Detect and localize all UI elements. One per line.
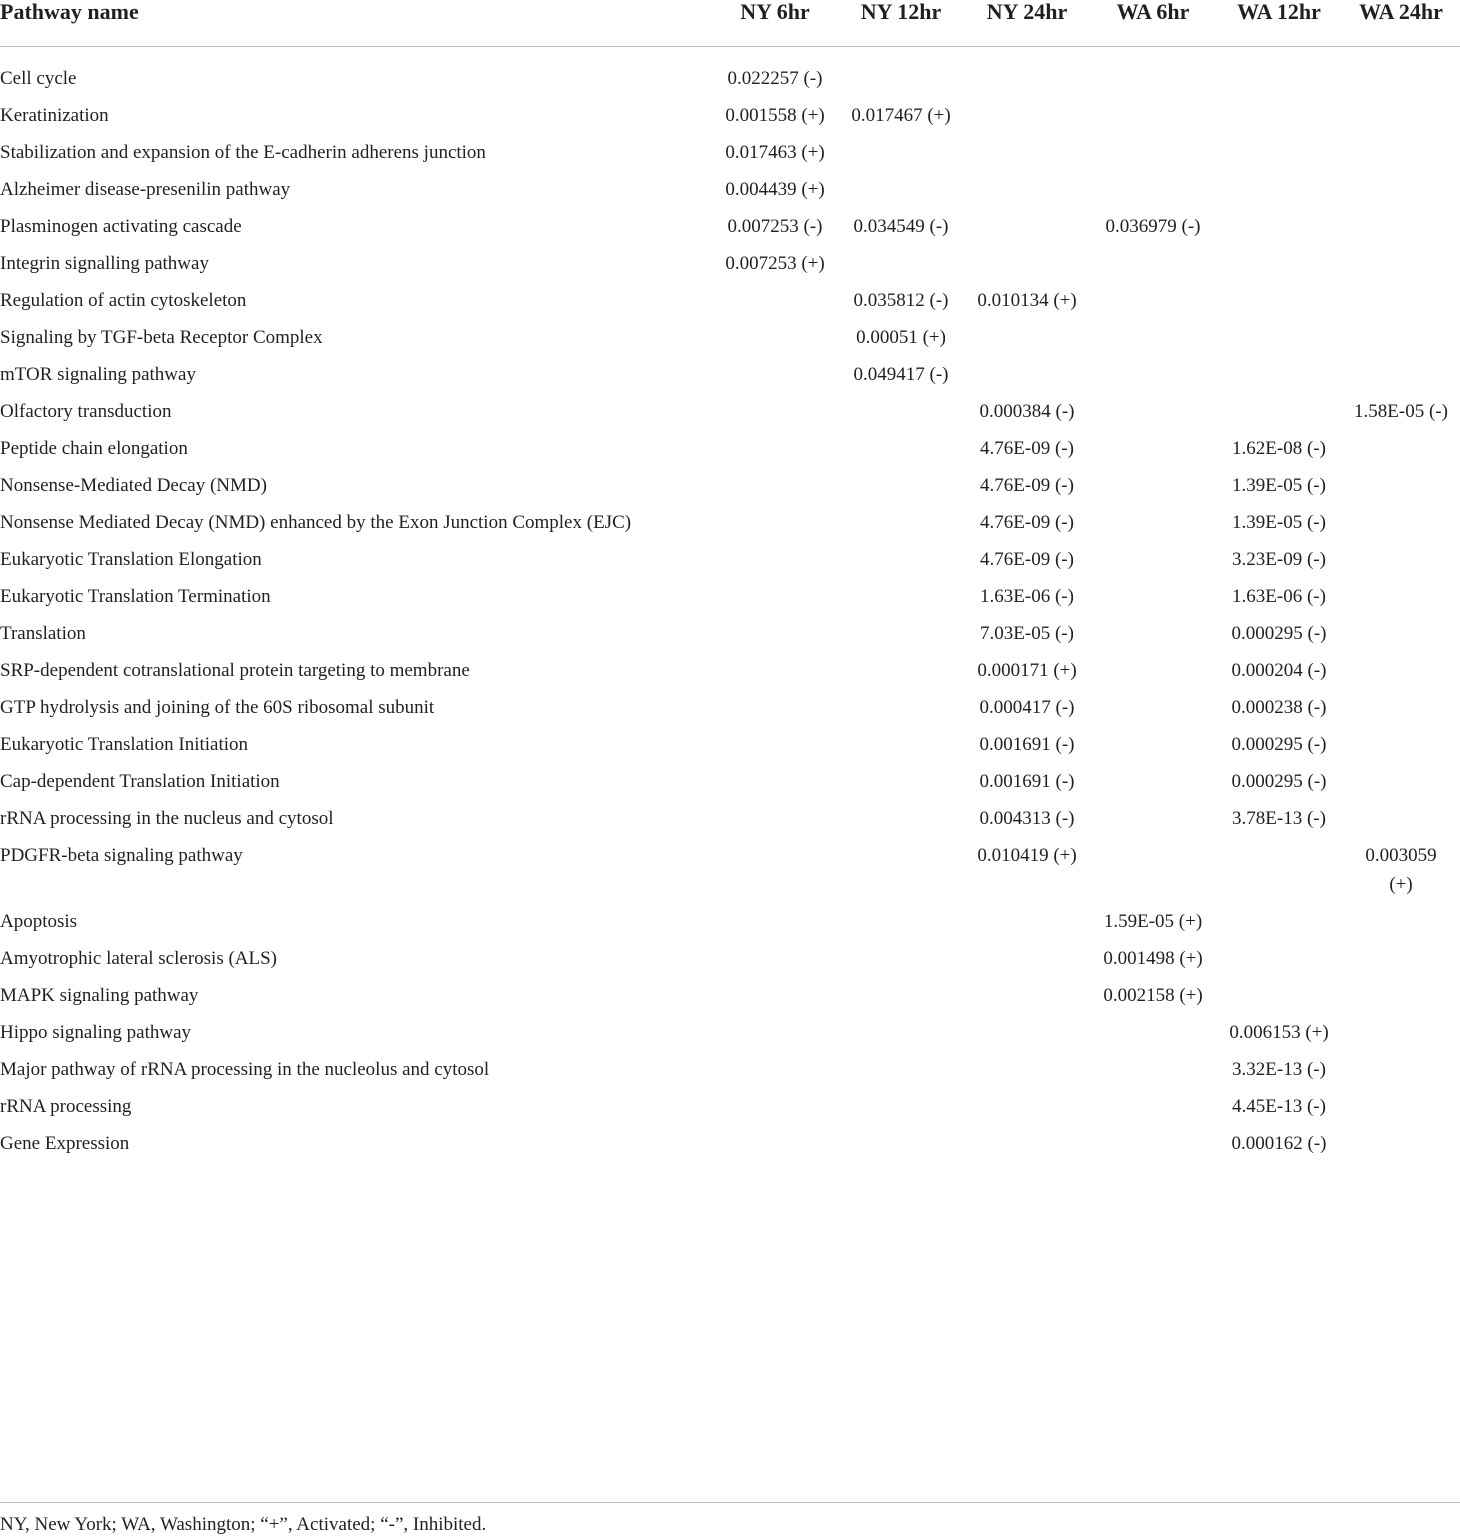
pathway-name-cell: Gene Expression	[0, 1133, 130, 1154]
value-cell	[1216, 171, 1342, 208]
value-cell	[964, 319, 1090, 356]
value-cell: 0.000204 (-)	[1231, 660, 1327, 681]
value-cell	[838, 689, 964, 726]
value-cell	[1090, 171, 1216, 208]
value-cell	[838, 726, 964, 763]
table-row	[0, 837, 1460, 903]
value-cell	[838, 171, 964, 208]
pathway-name-cell: Nonsense-Mediated Decay (NMD)	[0, 475, 267, 496]
value-cell	[1090, 282, 1216, 319]
value-cell	[1090, 134, 1216, 171]
table-row	[0, 726, 1460, 763]
value-cell: 0.000162 (-)	[1231, 1133, 1327, 1154]
value-cell: 4.76E-09 (-)	[980, 549, 1074, 570]
value-cell	[838, 245, 964, 282]
table-footnote: NY, New York; WA, Washington; “+”, Activated; “-”, Inhibited.	[0, 1502, 1460, 1537]
column-header-pathway-name: Pathway name	[0, 0, 712, 47]
table-row	[0, 393, 1460, 430]
value-cell	[964, 940, 1090, 977]
value-cell	[838, 467, 964, 504]
value-cell	[964, 903, 1090, 940]
value-cell	[838, 977, 964, 1014]
value-cell: 0.022257 (-)	[727, 68, 823, 89]
value-cell: 3.23E-09 (-)	[1232, 549, 1326, 570]
value-cell: 0.017463 (+)	[725, 142, 825, 163]
value-cell	[1216, 356, 1342, 393]
pathway-name-cell: Keratinization	[0, 105, 109, 126]
value-cell	[1342, 800, 1460, 837]
value-cell: 1.63E-06 (-)	[980, 586, 1074, 607]
value-cell	[1342, 208, 1460, 245]
value-cell	[838, 1014, 964, 1051]
table-row	[0, 800, 1460, 837]
value-cell	[1342, 504, 1460, 541]
value-cell	[712, 504, 838, 541]
table-row	[0, 97, 1460, 134]
value-cell: 1.39E-05 (-)	[1232, 475, 1326, 496]
pathway-name-cell: mTOR signaling pathway	[0, 364, 196, 385]
value-cell	[712, 393, 838, 430]
value-cell: 0.001498 (+)	[1103, 948, 1203, 969]
column-header-wa-24hr: WA 24hr	[1342, 0, 1460, 47]
table-row	[0, 171, 1460, 208]
table-body	[0, 47, 1460, 1163]
value-cell: 0.035812 (-)	[853, 290, 949, 311]
value-cell	[1342, 430, 1460, 467]
table-row	[0, 763, 1460, 800]
value-cell: 0.000171 (+)	[977, 660, 1077, 681]
value-cell	[838, 1051, 964, 1088]
value-cell	[838, 652, 964, 689]
table-row	[0, 977, 1460, 1014]
value-cell: 4.76E-09 (-)	[980, 475, 1074, 496]
table-row	[0, 652, 1460, 689]
value-cell	[1090, 689, 1216, 726]
value-cell: 0.000417 (-)	[979, 697, 1075, 718]
value-cell	[1090, 837, 1216, 903]
pathway-name-cell: Translation	[0, 623, 86, 644]
value-cell	[712, 1014, 838, 1051]
table-row	[0, 1014, 1460, 1051]
table-row	[0, 1051, 1460, 1088]
value-cell	[964, 1125, 1090, 1162]
value-cell	[1342, 319, 1460, 356]
table-row	[0, 245, 1460, 282]
header-row	[0, 0, 1460, 47]
value-cell	[838, 903, 964, 940]
value-cell	[1342, 726, 1460, 763]
value-cell	[712, 1088, 838, 1125]
column-header-wa-12hr: WA 12hr	[1216, 0, 1342, 47]
value-cell	[1342, 578, 1460, 615]
value-cell	[964, 47, 1090, 98]
value-cell	[1342, 615, 1460, 652]
value-cell	[1090, 467, 1216, 504]
table-row	[0, 689, 1460, 726]
table-row	[0, 47, 1460, 98]
value-cell: 0.000295 (-)	[1231, 771, 1327, 792]
table-row	[0, 940, 1460, 977]
value-cell	[712, 282, 838, 319]
value-cell	[838, 430, 964, 467]
table-row	[0, 1125, 1460, 1162]
value-cell	[1090, 615, 1216, 652]
value-cell	[964, 356, 1090, 393]
value-cell: 0.010419 (+)	[977, 845, 1077, 866]
pathway-name-cell: rRNA processing	[0, 1096, 132, 1117]
table-row	[0, 356, 1460, 393]
table-row	[0, 282, 1460, 319]
value-cell	[1090, 356, 1216, 393]
pathway-name-cell: Nonsense Mediated Decay (NMD) enhanced by the Exon Junction Complex (EJC)	[0, 512, 632, 533]
value-cell	[1216, 393, 1342, 430]
value-cell	[712, 467, 838, 504]
table-row	[0, 541, 1460, 578]
value-cell	[1216, 134, 1342, 171]
value-cell	[712, 652, 838, 689]
value-cell	[712, 689, 838, 726]
value-cell	[838, 837, 964, 903]
value-cell: 0.002158 (+)	[1103, 985, 1203, 1006]
value-cell: 0.000295 (-)	[1231, 623, 1327, 644]
column-header-ny-12hr: NY 12hr	[838, 0, 964, 47]
value-cell	[964, 134, 1090, 171]
pathway-name-cell: Apoptosis	[0, 911, 78, 932]
pathway-name-cell: rRNA processing in the nucleus and cytosol	[0, 808, 334, 829]
value-cell	[1090, 652, 1216, 689]
value-cell	[1342, 467, 1460, 504]
value-cell	[1342, 134, 1460, 171]
value-cell	[1216, 97, 1342, 134]
value-cell	[838, 393, 964, 430]
column-header-ny-6hr: NY 6hr	[712, 0, 838, 47]
value-cell	[1090, 393, 1216, 430]
value-cell: 0.007253 (+)	[725, 253, 825, 274]
value-cell	[1342, 1088, 1460, 1125]
value-cell: 0.000295 (-)	[1231, 734, 1327, 755]
value-cell	[1342, 541, 1460, 578]
table-row	[0, 903, 1460, 940]
value-cell: 0.007253 (-)	[727, 216, 823, 237]
column-header-ny-24hr: NY 24hr	[964, 0, 1090, 47]
value-cell	[964, 1014, 1090, 1051]
value-cell: 0.001691 (-)	[979, 734, 1075, 755]
value-cell	[1090, 763, 1216, 800]
value-cell	[1342, 940, 1460, 977]
value-cell: 1.63E-06 (-)	[1232, 586, 1326, 607]
value-cell	[712, 940, 838, 977]
value-cell: 0.004313 (-)	[979, 808, 1075, 829]
value-cell	[1342, 245, 1460, 282]
value-cell: 0.000384 (-)	[979, 401, 1075, 422]
table-row	[0, 208, 1460, 245]
value-cell	[964, 208, 1090, 245]
pathway-name-cell: Cell cycle	[0, 68, 77, 89]
value-cell	[1342, 171, 1460, 208]
pathway-name-cell: Cap-dependent Translation Initiation	[0, 771, 280, 792]
value-cell	[964, 97, 1090, 134]
value-cell	[712, 903, 838, 940]
value-cell: 4.45E-13 (-)	[1232, 1096, 1326, 1117]
table-row	[0, 504, 1460, 541]
value-cell	[838, 504, 964, 541]
value-cell	[1216, 319, 1342, 356]
table-header	[0, 0, 1460, 47]
value-cell	[712, 977, 838, 1014]
value-cell	[1342, 1014, 1460, 1051]
value-cell: 3.32E-13 (-)	[1232, 1059, 1326, 1080]
value-cell	[1342, 977, 1460, 1014]
value-cell	[964, 1051, 1090, 1088]
pathway-name-cell: PDGFR-beta signaling pathway	[0, 845, 243, 866]
value-cell: 1.58E-05 (-)	[1354, 401, 1448, 422]
value-cell	[1216, 977, 1342, 1014]
value-cell	[1216, 940, 1342, 977]
value-cell	[712, 578, 838, 615]
value-cell	[712, 763, 838, 800]
pathway-name-cell: Eukaryotic Translation Termination	[0, 586, 271, 607]
pathway-name-cell: Stabilization and expansion of the E-cadherin adherens junction	[0, 142, 486, 163]
value-cell	[1342, 1051, 1460, 1088]
value-cell	[1342, 47, 1460, 98]
value-cell	[838, 615, 964, 652]
pathway-name-cell: Peptide chain elongation	[0, 438, 188, 459]
value-cell	[1090, 541, 1216, 578]
value-cell	[1342, 689, 1460, 726]
value-cell	[838, 940, 964, 977]
value-cell: 0.010134 (+)	[977, 290, 1077, 311]
pathway-name-cell: Plasminogen activating cascade	[0, 216, 242, 237]
value-cell	[1090, 578, 1216, 615]
pathway-name-cell: Olfactory transduction	[0, 401, 172, 422]
value-cell: 4.76E-09 (-)	[980, 512, 1074, 533]
table-row	[0, 467, 1460, 504]
value-cell	[1342, 903, 1460, 940]
table-row	[0, 615, 1460, 652]
value-cell	[1090, 319, 1216, 356]
column-header-wa-6hr: WA 6hr	[1090, 0, 1216, 47]
value-cell: 3.78E-13 (-)	[1232, 808, 1326, 829]
value-cell	[964, 171, 1090, 208]
value-cell	[1090, 726, 1216, 763]
value-cell	[712, 319, 838, 356]
value-cell	[712, 837, 838, 903]
value-cell: 0.017467 (+)	[851, 105, 951, 126]
pathway-name-cell: GTP hydrolysis and joining of the 60S ribosomal subunit	[0, 697, 435, 718]
value-cell	[1216, 245, 1342, 282]
pathway-name-cell: Regulation of actin cytoskeleton	[0, 290, 247, 311]
value-cell	[712, 356, 838, 393]
value-cell	[838, 578, 964, 615]
table-row	[0, 430, 1460, 467]
value-cell: 1.59E-05 (+)	[1103, 911, 1203, 932]
value-cell	[1090, 1088, 1216, 1125]
value-cell	[1342, 97, 1460, 134]
value-cell: 0.036979 (-)	[1105, 216, 1201, 237]
pathway-name-cell: SRP-dependent cotranslational protein targeting to membrane	[0, 660, 470, 681]
value-cell	[712, 800, 838, 837]
value-cell	[1342, 763, 1460, 800]
value-cell	[838, 1125, 964, 1162]
pathway-name-cell: Eukaryotic Translation Initiation	[0, 734, 249, 755]
value-cell: 0.001558 (+)	[725, 105, 825, 126]
value-cell	[1090, 245, 1216, 282]
pathway-name-cell: Major pathway of rRNA processing in the nucleolus and cytosol	[0, 1059, 490, 1080]
value-cell	[838, 1088, 964, 1125]
pathway-name-cell: Integrin signalling pathway	[0, 253, 209, 274]
value-cell: 1.62E-08 (-)	[1232, 438, 1326, 459]
pathway-name-cell: Eukaryotic Translation Elongation	[0, 549, 262, 570]
value-cell	[1090, 1051, 1216, 1088]
value-cell: 0.006153 (+)	[1229, 1022, 1329, 1043]
value-cell	[712, 726, 838, 763]
value-cell: 0.001691 (-)	[979, 771, 1075, 792]
value-cell	[964, 1088, 1090, 1125]
value-cell	[838, 47, 964, 98]
value-cell: 0.00051 (+)	[856, 327, 946, 348]
value-cell	[712, 541, 838, 578]
pathway-name-cell: Alzheimer disease-presenilin pathway	[0, 179, 291, 200]
value-cell	[1090, 97, 1216, 134]
value-cell	[1216, 837, 1342, 903]
value-cell: 0.049417 (-)	[853, 364, 949, 385]
table-row	[0, 134, 1460, 171]
value-cell	[1216, 282, 1342, 319]
pathway-name-cell: MAPK signaling pathway	[0, 985, 199, 1006]
table-row	[0, 1088, 1460, 1125]
value-cell	[712, 615, 838, 652]
value-cell	[1216, 208, 1342, 245]
value-cell	[1090, 800, 1216, 837]
value-cell	[1090, 1014, 1216, 1051]
value-cell	[1342, 652, 1460, 689]
value-cell	[712, 430, 838, 467]
value-cell	[1216, 47, 1342, 98]
value-cell	[838, 763, 964, 800]
value-cell	[964, 977, 1090, 1014]
value-cell: 4.76E-09 (-)	[980, 438, 1074, 459]
value-cell: 0.003059 (+)	[1365, 845, 1437, 895]
value-cell	[712, 1125, 838, 1162]
pathway-name-cell: Amyotrophic lateral sclerosis (ALS)	[0, 948, 278, 969]
table-row	[0, 578, 1460, 615]
table-row	[0, 319, 1460, 356]
pathway-name-cell: Hippo signaling pathway	[0, 1022, 192, 1043]
pathway-name-cell: Signaling by TGF-beta Receptor Complex	[0, 327, 323, 348]
value-cell	[838, 541, 964, 578]
value-cell	[1342, 356, 1460, 393]
value-cell: 7.03E-05 (-)	[980, 623, 1074, 644]
value-cell: 0.000238 (-)	[1231, 697, 1327, 718]
value-cell: 0.004439 (+)	[725, 179, 825, 200]
value-cell	[1090, 47, 1216, 98]
value-cell	[1090, 430, 1216, 467]
value-cell	[838, 800, 964, 837]
value-cell	[1090, 1125, 1216, 1162]
value-cell	[1090, 504, 1216, 541]
value-cell: 0.034549 (-)	[853, 216, 949, 237]
value-cell	[1216, 903, 1342, 940]
value-cell	[1342, 1125, 1460, 1162]
value-cell	[1342, 282, 1460, 319]
value-cell: 1.39E-05 (-)	[1232, 512, 1326, 533]
value-cell	[964, 245, 1090, 282]
value-cell	[838, 134, 964, 171]
value-cell	[712, 1051, 838, 1088]
